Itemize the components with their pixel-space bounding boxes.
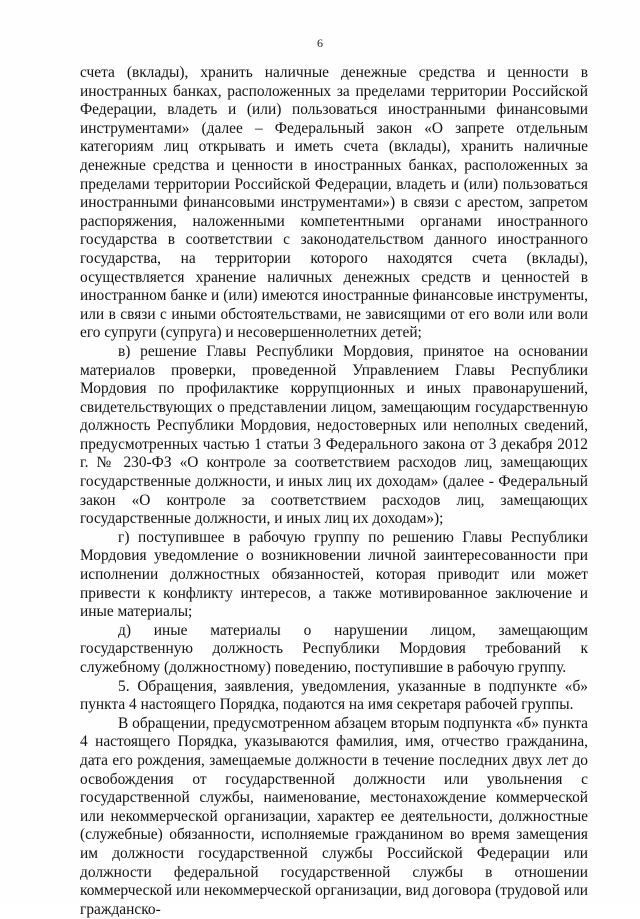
paragraph-appeal-details: В обращении, предусмотренном абзацем вторым подпункта «б» пункта 4 настоящего Порядка, указываются фамилия, имя, отчество гражданина, дата его рождения, замещаемые должности в течение последних двух лет до освобождения от государственной должности или увольнения с государственной службы, наименование, местонахождение коммерческой или некоммерческой организации, характер ее деятельности, должностные (служебные) обязанности, исполняемые гражданином во время замещения им должности государственной службы Российской Федерации или должности федеральной государственной службы в отношении коммерческой или некоммерческой организации, вид договора (трудовой или гражданско-: [80, 714, 588, 918]
paragraph-item-d: д) иные материалы о нарушении лицом, замещающим государственную должность Республики Мордовия требований к служебному (должностному) поведению, поступившие в рабочую группу.: [80, 621, 588, 676]
document-body: [80, 64, 588, 919]
paragraph-point-5: 5. Обращения, заявления, уведомления, указанные в подпункте «б» пункта 4 настоящего Порядка, подаются на имя секретаря рабочей группы.: [80, 677, 588, 714]
paragraph-continuation: счета (вклады), хранить наличные денежные средства и ценности в иностранных банках, расположенных за пределами территории Российской Федерации, владеть и (или) пользоваться иностранными финансовыми инструментами» (далее – Федеральный закон «О запрете отдельным категориям лиц открывать и иметь счета (вклады), хранить наличные денежные средства и ценности в иностранных банках, расположенных за пределами территории Российской Федерации, владеть и (или) пользоваться иностранными финансовыми инструментами») в связи с арестом, запретом распоряжения, наложенными компетентными органами иностранного государства в соответствии с законодательством данного иностранного государства, на территории которого находятся счета (вклады), осуществляется хранение наличных денежных средств и ценностей в иностранном банке и (или) имеются иностранные финансовые инструменты, или в связи с иными обстоятельствами, не зависящими от его воли или воли его супруги (супруга) и несовершеннолетних детей;: [80, 64, 588, 342]
paragraph-item-g: г) поступившее в рабочую группу по решению Главы Республики Мордовия уведомление о возникновении личной заинтересованности при исполнении должностных обязанностей, которая приводит или может привести к конфликту интересов, а также мотивированное заключение и иные материалы;: [80, 528, 588, 621]
paragraph-item-v: в) решение Главы Республики Мордовия, принятое на основании материалов проверки, проведенной Управлением Главы Республики Мордовия по профилактике коррупционных и иных правонарушений, свидетельствующих о представлении лицом, замещающим государственную должность Республики Мордовия, недостоверных или неполных сведений, предусмотренных частью 1 статьи 3 Федерального закона от 3 декабря 2012 г. № 230-ФЗ «О контроле за соответствием расходов лиц, замещающих государственные должности, и иных лиц их доходам» (далее - Федеральный закон «О контроле за соответствием расходов лиц, замещающих государственные должности, и иных лиц их доходам»);: [80, 342, 588, 528]
page-number: 6: [317, 36, 323, 50]
